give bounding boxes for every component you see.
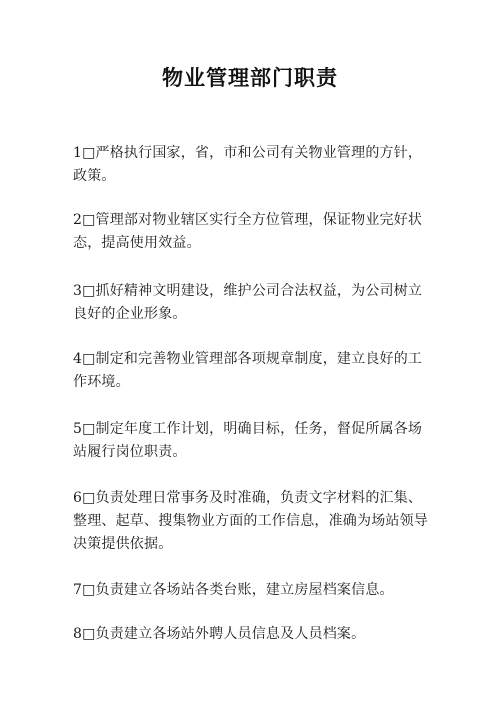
duty-item-6: 6□负责处理日常事务及时准确，负责文字材料的汇集、整理、起草、搜集物业方面的工作信息，准确为场站领导决策提供依据。 (73, 490, 428, 552)
duty-item-1: 1□严格执行国家，省，市和公司有关物业管理的方针，政策。 (73, 145, 423, 184)
duty-item-2: 2□管理部对物业辖区实行全方位管理，保证物业完好状态，提高使用效益。 (73, 212, 423, 251)
duty-item-3: 3□抓好精神文明建设，维护公司合法权益，为公司树立良好的企业形象。 (73, 283, 423, 322)
document-title: 物业管理部门职责 (162, 65, 338, 90)
duty-item-7: 7□负责建立各场站各类台账，建立房屋档案信息。 (73, 582, 394, 598)
duty-item-4: 4□制定和完善物业管理部各项规章制度，建立良好的工作环境。 (73, 351, 423, 390)
duty-item-8: 8□负责建立各场站外聘人员信息及人员档案。 (73, 626, 366, 642)
duty-item-5: 5□制定年度工作计划，明确目标，任务，督促所属各场站履行岗位职责。 (73, 421, 423, 460)
